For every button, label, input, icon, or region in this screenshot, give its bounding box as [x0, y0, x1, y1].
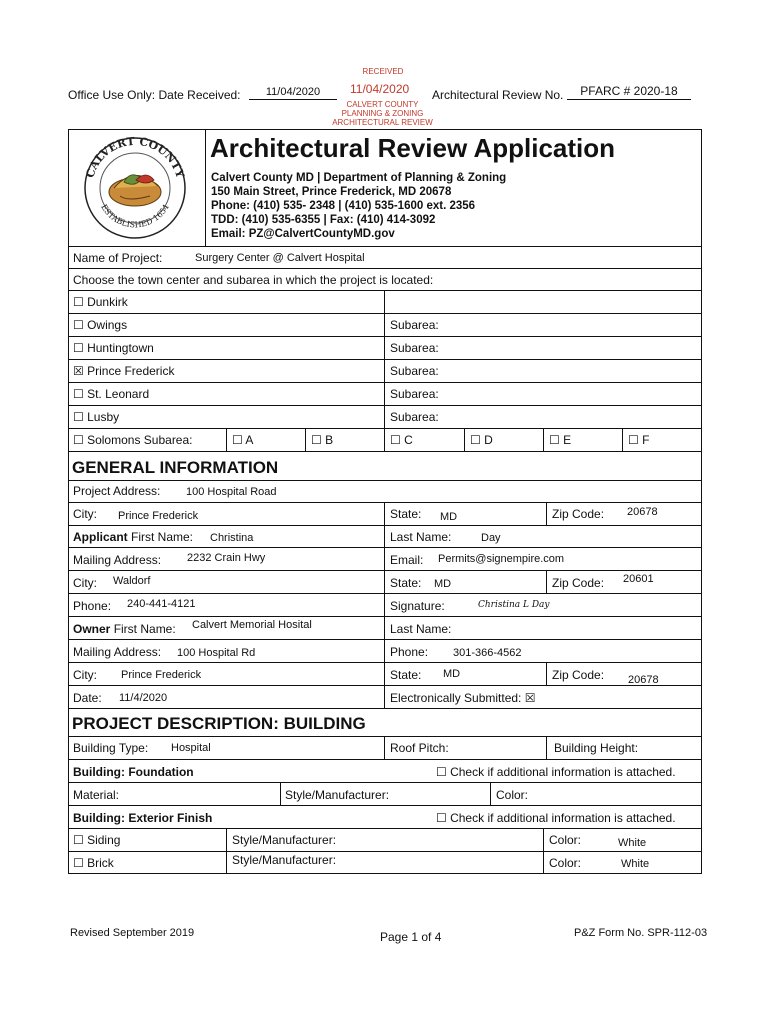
- applicant-state-label: State:: [390, 576, 422, 590]
- subarea-prince-frederick[interactable]: Subarea:: [390, 364, 439, 378]
- owner-mailing-field[interactable]: 100 Hospital Rd: [177, 647, 256, 659]
- brick-style-label[interactable]: Style/Manufacturer:: [232, 853, 337, 867]
- owner-city-field[interactable]: Prince Frederick: [121, 669, 202, 681]
- foundation-label: Building: Foundation: [73, 765, 194, 779]
- applicant-mailing-label: Mailing Address:: [73, 553, 162, 567]
- roof-pitch-label[interactable]: Roof Pitch:: [390, 741, 449, 755]
- brick-color-label: Color:: [549, 856, 582, 870]
- applicant-first-name-label: Applicant First Name:: [73, 530, 194, 544]
- applicant-city-field[interactable]: Waldorf: [113, 575, 151, 587]
- checkbox-owings[interactable]: ☐ Owings: [73, 318, 128, 332]
- foundation-attached-checkbox[interactable]: ☐ Check if additional information is attached.: [436, 765, 676, 779]
- received-stamp: RECEIVED: [362, 67, 404, 76]
- owner-zip-label: Zip Code:: [552, 668, 605, 682]
- svg-text:ESTABLISHED 1654: ESTABLISHED 1654: [99, 202, 171, 230]
- form-title: Architectural Review Application: [210, 133, 616, 163]
- owner-zip-field[interactable]: 20678: [628, 674, 659, 686]
- applicant-zip-label: Zip Code:: [552, 576, 605, 590]
- siding-color-field[interactable]: White: [618, 837, 647, 849]
- zip-label: Zip Code:: [552, 507, 605, 521]
- checkbox-solomons-b[interactable]: ☐ B: [311, 433, 334, 447]
- checkbox-huntingtown[interactable]: ☐ Huntingtown: [73, 341, 154, 355]
- owner-first-name-field[interactable]: Calvert Memorial Hosital: [192, 619, 312, 631]
- owner-state-label: State:: [390, 668, 422, 682]
- checked-box-icon: ☒: [73, 364, 84, 378]
- checkbox-siding[interactable]: ☐ Siding: [73, 833, 121, 847]
- applicant-last-name-label: Last Name:: [390, 530, 452, 544]
- applicant-zip-field[interactable]: 20601: [623, 573, 654, 585]
- owner-state-field[interactable]: MD: [443, 668, 461, 680]
- signature-label: Signature:: [390, 599, 445, 613]
- form-number: P&Z Form No. SPR-112-03: [574, 927, 708, 939]
- applicant-city-label: City:: [73, 576, 97, 590]
- foundation-color-label[interactable]: Color:: [496, 788, 529, 802]
- applicant-state-field[interactable]: MD: [434, 578, 452, 590]
- checkbox-solomons-a[interactable]: ☐ A: [232, 433, 254, 447]
- county-seal: [76, 134, 194, 240]
- revised-note: Revised September 2019: [70, 927, 195, 939]
- checked-box-icon: ☒: [524, 691, 536, 705]
- review-no-field[interactable]: [567, 84, 691, 100]
- applicant-phone-label: Phone:: [73, 599, 112, 613]
- svg-text:CALVERT COUNTY: CALVERT COUNTY: [83, 134, 187, 180]
- project-address-label: Project Address:: [73, 484, 161, 498]
- owner-last-name-label: Last Name:: [390, 622, 452, 636]
- subarea-owings[interactable]: Subarea:: [390, 318, 439, 332]
- date-received-field[interactable]: [249, 84, 337, 100]
- checkbox-brick[interactable]: ☐ Brick: [73, 856, 114, 870]
- county-seal-icon: [76, 134, 194, 240]
- material-label[interactable]: Material:: [73, 788, 120, 802]
- office-use-label: Office Use Only: Date Received:: [68, 88, 241, 102]
- checkbox-solomons-e[interactable]: ☐ E: [549, 433, 572, 447]
- brick-color-field[interactable]: White: [621, 858, 650, 870]
- checkbox-prince-frederick[interactable]: [73, 364, 174, 378]
- building-type-field[interactable]: Hospital: [171, 742, 211, 754]
- foundation-style-label[interactable]: Style/Manufacturer:: [285, 788, 390, 802]
- checkbox-solomons-c[interactable]: ☐ C: [390, 433, 413, 447]
- building-heading: PROJECT DESCRIPTION: BUILDING: [72, 714, 366, 733]
- applicant-mailing-field[interactable]: 2232 Crain Hwy: [187, 552, 266, 564]
- owner-city-label: City:: [73, 668, 97, 682]
- building-height-label[interactable]: Building Height:: [554, 741, 639, 755]
- siding-style-label[interactable]: Style/Manufacturer:: [232, 833, 337, 847]
- page-number: Page 1 of 4: [380, 930, 442, 944]
- owner-phone-label: Phone:: [390, 645, 429, 659]
- owner-phone-field[interactable]: 301-366-4562: [453, 647, 522, 659]
- project-name-label: Name of Project:: [73, 251, 163, 265]
- building-type-label: Building Type:: [73, 741, 149, 755]
- checkbox-dunkirk[interactable]: ☐ Dunkirk: [73, 295, 128, 309]
- choose-town-label: Choose the town center and subarea in which the project is located:: [73, 273, 434, 287]
- prince-frederick-label: Prince Frederick: [87, 364, 175, 378]
- stamp-date: 11/04/2020: [350, 82, 410, 96]
- date-field[interactable]: 11/4/2020: [119, 692, 168, 704]
- dept-contact: Calvert County MD | Department of Planning & Zoning 150 Main Street, Prince Frederick, MD 20678 Phone: (410) 535- 2348 | (410) 535-1600 ext. 2356 TDD: (410) 535-6355 | Fax: (410) 414-3092 Email: PZ@CalvertCountyMD.gov: [211, 172, 507, 240]
- owner-mailing-label: Mailing Address:: [73, 645, 162, 659]
- exterior-finish-label: Building: Exterior Finish: [73, 811, 213, 825]
- stamp-text: CALVERT COUNTY PLANNING & ZONING ARCHITECTURAL REVIEW: [332, 100, 433, 127]
- review-no-label: Architectural Review No.: [432, 88, 564, 102]
- checkbox-lusby[interactable]: ☐ Lusby: [73, 410, 120, 424]
- subarea-huntingtown[interactable]: Subarea:: [390, 341, 439, 355]
- city-label: City:: [73, 507, 97, 521]
- date-label: Date:: [73, 691, 102, 705]
- siding-color-label: Color:: [549, 833, 582, 847]
- review-no-value: PFARC # 2020-18: [580, 84, 678, 98]
- subarea-lusby[interactable]: Subarea:: [390, 410, 439, 424]
- checkbox-st-leonard[interactable]: ☐ St. Leonard: [73, 387, 150, 401]
- applicant-phone-field[interactable]: 240-441-4121: [127, 598, 196, 610]
- date-received-value: 11/04/2020: [265, 86, 321, 98]
- project-name-field[interactable]: Surgery Center @ Calvert Hospital: [195, 252, 365, 264]
- applicant-email-field[interactable]: Permits@signempire.com: [438, 553, 565, 565]
- checkbox-solomons[interactable]: ☐ Solomons Subarea:: [73, 433, 193, 447]
- city-field[interactable]: Prince Frederick: [118, 510, 199, 522]
- checkbox-solomons-f[interactable]: ☐ F: [628, 433, 650, 447]
- exterior-attached-checkbox[interactable]: ☐ Check if additional information is attached.: [436, 811, 676, 825]
- applicant-first-name-field[interactable]: Christina: [210, 532, 254, 544]
- general-info-heading: GENERAL INFORMATION: [72, 458, 279, 477]
- electronic-submitted[interactable]: Electronically Submitted: ☒: [390, 691, 536, 705]
- checkbox-solomons-d[interactable]: ☐ D: [470, 433, 493, 447]
- owner-first-name-label: Owner First Name:: [73, 622, 176, 636]
- applicant-email-label: Email:: [390, 553, 424, 567]
- state-label: State:: [390, 507, 422, 521]
- state-field[interactable]: MD: [440, 511, 458, 523]
- zip-field[interactable]: 20678: [627, 506, 658, 518]
- applicant-last-name-field[interactable]: Day: [481, 532, 501, 544]
- signature-field[interactable]: Christina L Day: [478, 600, 550, 610]
- project-address-field[interactable]: 100 Hospital Road: [186, 486, 277, 498]
- subarea-st-leonard[interactable]: Subarea:: [390, 387, 439, 401]
